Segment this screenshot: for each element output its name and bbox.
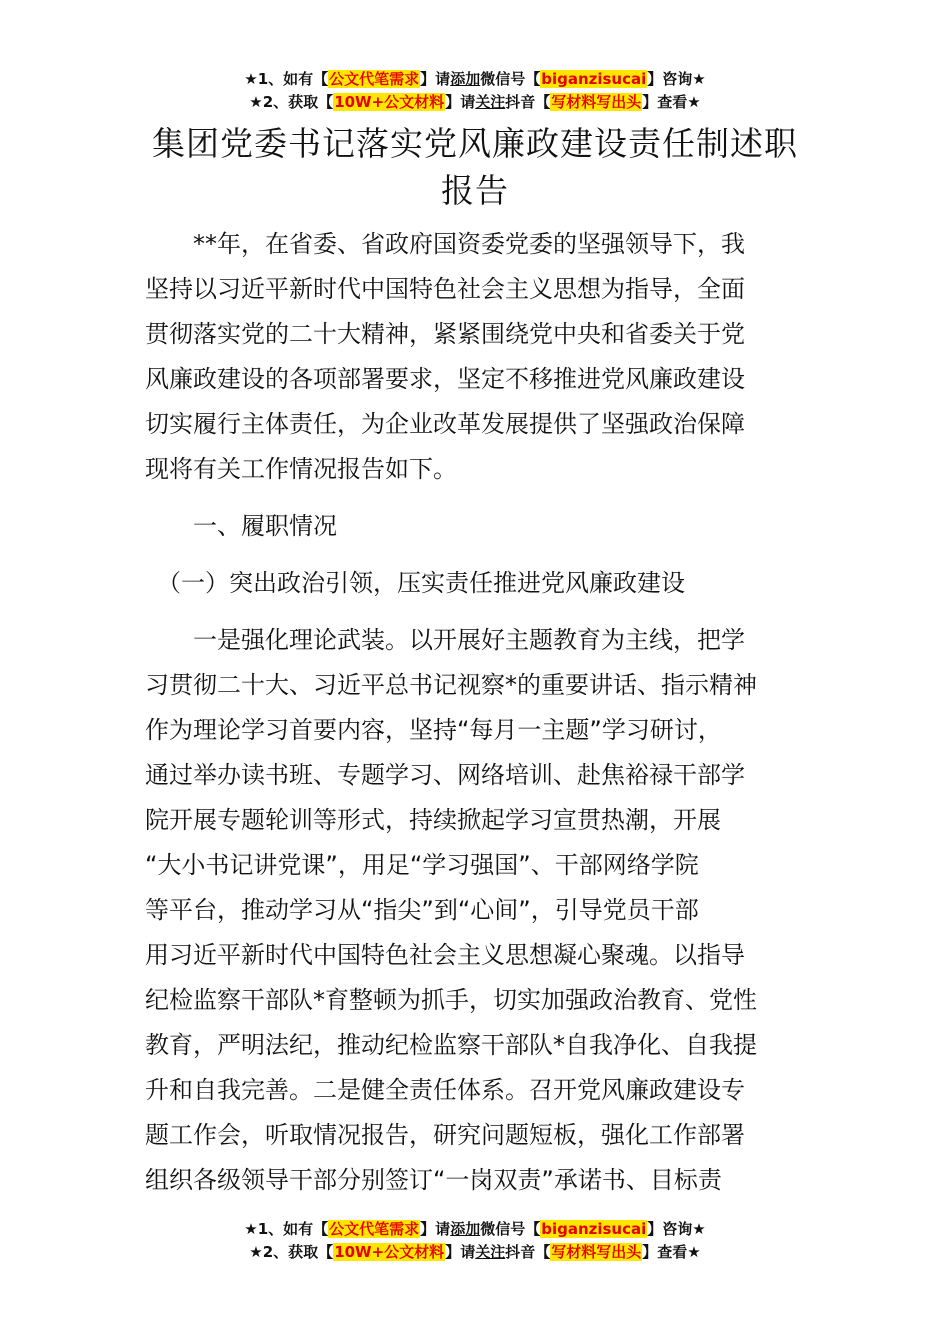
text-line: 纪检监察干部队*育整顿为抓手，切实加强政治教育、党性 xyxy=(145,986,757,1014)
text-line: 切实履行主体责任，为企业改革发展提供了坚强政治保障 xyxy=(145,410,745,438)
promo-line-2 xyxy=(0,91,950,114)
promo-text: 微信号【 xyxy=(480,70,541,88)
text-line: 贯彻落实党的二十大精神，紧紧围绕党中央和省委关于党 xyxy=(145,320,745,348)
promo-text: ★2、获取【 xyxy=(249,93,334,111)
text-line: 一是强化理论武装。以开展好主题教育为主线，把学 xyxy=(145,626,745,654)
promo-text: 】查看★ xyxy=(642,93,701,111)
promo-text: 】请 xyxy=(445,93,476,111)
promo-highlight: 10W+公文材料 xyxy=(334,93,445,111)
text-line: 现将有关工作情况报告如下。 xyxy=(145,455,457,483)
promo-highlight: 写材料写出头 xyxy=(551,93,642,111)
text-line: 组织各级领导干部分别签订“一岗双责”承诺书、目标责 xyxy=(145,1166,722,1194)
promo-text: 】请 xyxy=(420,70,451,88)
text-line: **年，在省委、省政府国资委党委的坚强领导下，我 xyxy=(145,230,745,258)
text-line: 通过举办读书班、专题学习、网络培训、赴焦裕禄干部学 xyxy=(145,761,745,789)
spacer xyxy=(145,606,813,618)
spacer xyxy=(145,492,813,504)
subsection-heading: （一）突出政治引领，压实责任推进党风廉政建设 xyxy=(145,569,685,597)
promo-text: 】咨询★ xyxy=(647,70,706,88)
promo-text: 】咨询★ xyxy=(647,1220,706,1238)
text-line: 院开展专题轮训等形式，持续掀起学习宣贯热潮，开展 xyxy=(145,806,721,834)
text-line: 升和自我完善。二是健全责任体系。召开党风廉政建设专 xyxy=(145,1076,745,1104)
promo-highlight: biganzisucai xyxy=(541,70,647,88)
promo-underline: 添加 xyxy=(450,70,481,88)
document-body xyxy=(145,222,813,1203)
promo-underline: 关注 xyxy=(475,1243,506,1261)
section-heading: 一、履职情况 xyxy=(145,512,337,540)
promo-text: 】查看★ xyxy=(642,1243,701,1261)
text-line: “大小书记讲党课”，用足“学习强国”、干部网络学院 xyxy=(145,851,699,879)
spacer xyxy=(145,549,813,561)
promo-line-1 xyxy=(0,68,950,91)
header-promo-banner xyxy=(0,68,950,114)
promo-text: 抖音【 xyxy=(505,93,551,111)
text-line: 坚持以习近平新时代中国特色社会主义思想为指导，全面 xyxy=(145,275,745,303)
promo-highlight: 公文代笔需求 xyxy=(329,1220,420,1238)
promo-text: 抖音【 xyxy=(505,1243,551,1261)
promo-text: ★2、获取【 xyxy=(249,1243,334,1261)
text-line: 习贯彻二十大、习近平总书记视察*的重要讲话、指示精神 xyxy=(145,671,757,699)
promo-highlight: biganzisucai xyxy=(541,1220,647,1238)
promo-underline: 添加 xyxy=(450,1220,481,1238)
text-line: 风廉政建设的各项部署要求，坚定不移推进党风廉政建设 xyxy=(145,365,745,393)
promo-text: 微信号【 xyxy=(480,1220,541,1238)
promo-line-1 xyxy=(0,1218,950,1241)
promo-highlight: 10W+公文材料 xyxy=(334,1243,445,1261)
text-line: 教育，严明法纪，推动纪检监察干部队*自我净化、自我提 xyxy=(145,1031,757,1059)
promo-text: ★1、如有【 xyxy=(244,70,329,88)
paragraph-intro xyxy=(145,222,813,492)
promo-underline: 关注 xyxy=(475,93,506,111)
promo-line-2 xyxy=(0,1241,950,1264)
footer-promo-banner xyxy=(0,1218,950,1264)
document-title xyxy=(130,120,820,214)
promo-highlight: 公文代笔需求 xyxy=(329,70,420,88)
promo-text: 】请 xyxy=(420,1220,451,1238)
title-line: 报告 xyxy=(441,171,509,210)
text-line: 用习近平新时代中国特色社会主义思想凝心聚魂。以指导 xyxy=(145,941,745,969)
paragraph-responsibility xyxy=(145,618,813,1203)
promo-highlight: 写材料写出头 xyxy=(551,1243,642,1261)
text-line: 作为理论学习首要内容，坚持“每月一主题”学习研讨， xyxy=(145,716,722,744)
promo-text: 】请 xyxy=(445,1243,476,1261)
text-line: 等平台，推动学习从“指尖”到“心间”，引导党员干部 xyxy=(145,896,699,924)
promo-text: ★1、如有【 xyxy=(244,1220,329,1238)
title-line: 集团党委书记落实党风廉政建设责任制述职 xyxy=(152,124,798,163)
text-line: 题工作会，听取情况报告，研究问题短板，强化工作部署 xyxy=(145,1121,745,1149)
